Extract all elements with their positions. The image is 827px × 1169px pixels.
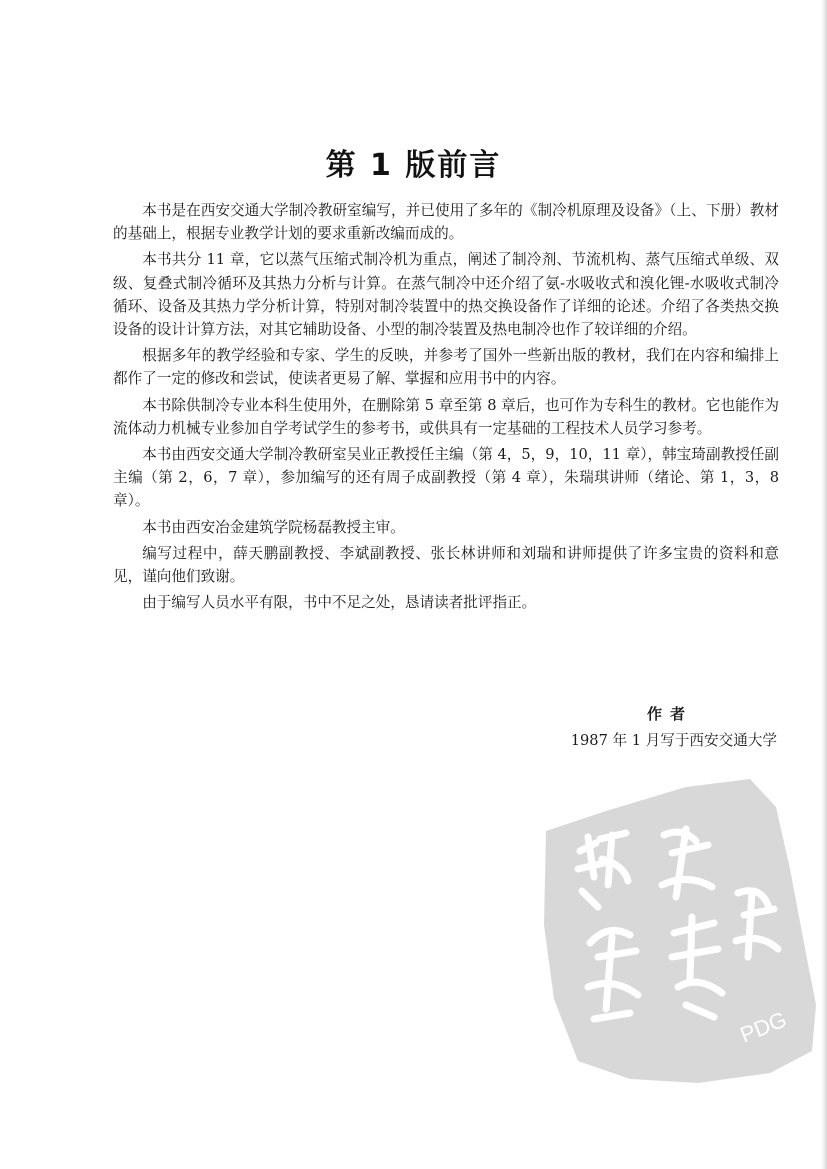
paragraph-5: 本书由西安交通大学制冷教研室吴业正教授任主编（第 4，5，9，10，11 章），韩宝琦副教授任副主编（第 2，6，7 章），参加编写的还有周子成副教授（第 4 章），朱瑞琪讲师（绪论、第 1，3，8 章）。 bbox=[113, 446, 779, 510]
preface-body bbox=[113, 199, 779, 617]
paragraph-2: 本书共分 11 章，它以蒸气压缩式制冷机为重点，阐述了制冷剂、节流机构、蒸气压缩式单级、双级、复叠式制冷循环及其热力分析与计算。在蒸气制冷中还介绍了氨-水吸收式和溴化锂-水吸收式制冷循环、设备及其热力学分析计算，特别对制冷装置中的热交换设备作了详细的论述。介绍了各类热交换设备的设计计算方法，对其它辅助设备、小型的制冷装置及热电制冷也作了较详细的介绍。 bbox=[113, 251, 779, 339]
paragraph-1: 本书是在西安交通大学制冷教研室编写，并已使用了多年的《制冷机原理及设备》（上、下册）教材的基础上，根据专业教学计划的要求重新改编而成的。 bbox=[113, 202, 779, 243]
paragraph-8: 由于编写人员水平有限，书中不足之处，恳请读者批评指正。 bbox=[142, 594, 537, 612]
signature-author: 作者 bbox=[646, 705, 693, 723]
paragraph-4: 本书除供制冷专业本科生使用外，在删除第 5 章至第 8 章后，也可作为专科生的教材。它也能作为流体动力机械专业参加自学考试学生的参考书，或供具有一定基础的工程技术人员学习参考。 bbox=[113, 396, 779, 437]
paragraph-3: 根据多年的教学经验和专家、学生的反映，并参考了国外一些新出版的教材，我们在内容和编排上都作了一定的修改和尝试，使读者更易了解、掌握和应用书中的内容。 bbox=[113, 347, 779, 388]
signature-date: 1987 年 1 月写于西安交通大学 bbox=[570, 732, 777, 749]
page-title: 第 1 版前言 bbox=[325, 148, 502, 184]
paragraph-6: 本书由西安冶金建筑学院杨磊教授主审。 bbox=[142, 518, 405, 536]
watermark-seal bbox=[538, 773, 820, 1093]
watermark-label: PDG bbox=[736, 1006, 791, 1048]
paragraph-7: 编写过程中，薛天鹏副教授、李斌副教授、张长林讲师和刘瑞和讲师提供了许多宝贵的资料和意见，谨向他们致谢。 bbox=[113, 544, 779, 586]
